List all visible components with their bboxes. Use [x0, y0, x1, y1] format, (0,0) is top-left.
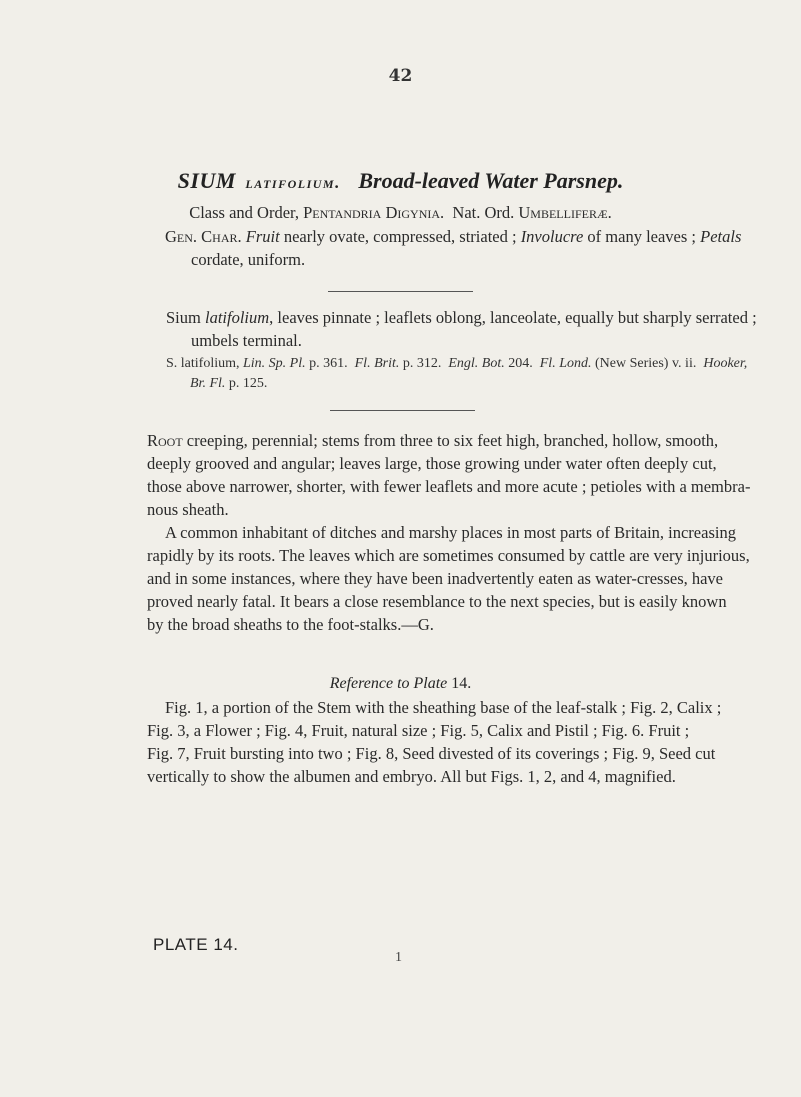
reference-text	[147, 696, 787, 788]
species-latifolium: latifolium	[204, 308, 270, 327]
syn-b: Lin. Sp. Pl.	[243, 356, 306, 371]
desc-line-8: proved nearly fatal. It bears a close resemblance to the next species, but is easily known	[147, 592, 727, 611]
ref-line-2: Fig. 3, a Flower ; Fig. 4, Fruit, natural size ; Fig. 5, Calix and Pistil ; Fig. 6. Fruit ;	[147, 721, 690, 740]
plate-number: 1	[395, 950, 402, 965]
ref-line-4: vertically to show the albumen and embryo. All but Figs. 1, 2, and 4, magnified.	[147, 767, 676, 786]
description	[147, 429, 787, 636]
reference-heading-text: Reference to Plate	[329, 675, 448, 692]
syn-e: p. 312.	[399, 356, 449, 371]
desc-line-7: and in some instances, where they have been inadvertently eaten as water-cresses, have	[147, 569, 724, 588]
syn-d: Fl. Brit.	[354, 356, 400, 371]
natural-order: Umbelliferæ.	[518, 203, 612, 222]
species-char-line-1	[166, 306, 786, 329]
desc-line-3: those above narrower, shorter, with fewer leaflets and more acute ; petioles with a membra-	[147, 477, 751, 496]
syn-k: Br. Fl.	[190, 376, 226, 391]
syn-l: p. 125.	[225, 376, 268, 391]
species-char-line-2: umbels terminal.	[191, 331, 302, 350]
title-genus: SIUM	[177, 168, 236, 193]
desc-line-9: by the broad sheaths to the foot-stalks.—G.	[147, 615, 434, 634]
involucre-text: of many leaves ;	[583, 227, 701, 246]
desc-l1: creeping, perennial; stems from three to six feet high, branched, hollow, smooth,	[182, 431, 719, 450]
fruit-text: nearly ovate, compressed, striated ;	[279, 227, 521, 246]
syn-g: 204.	[504, 356, 540, 371]
class-middle: Nat. Ord.	[444, 203, 519, 222]
desc-line-5: A common inhabitant of ditches and marshy places in most parts of Britain, increasing	[165, 523, 736, 542]
specific-character	[166, 306, 786, 352]
reference-plate-number: 14.	[447, 675, 472, 692]
syn-f: Engl. Bot.	[448, 356, 505, 371]
ref-line-1: Fig. 1, a portion of the Stem with the sheathing base of the leaf-stalk ; Fig. 2, Calix ;	[165, 698, 722, 717]
syn-c: p. 361.	[305, 356, 355, 371]
species-char-text: , leaves pinnate ; leaflets oblong, lanceolate, equally but sharply serrated ;	[269, 308, 757, 327]
plate-label: PLATE 14.	[153, 935, 239, 954]
generic-character	[165, 225, 785, 271]
class-order-line	[0, 201, 801, 224]
page-title	[0, 168, 801, 194]
synonymy	[166, 354, 786, 394]
synonymy-line-1	[166, 354, 786, 374]
title-species: latifolium.	[245, 173, 341, 192]
synonymy-line-2	[166, 374, 786, 394]
divider-2	[330, 410, 475, 411]
ref-line-3: Fig. 7, Fruit bursting into two ; Fig. 8, Seed divested of its coverings ; Fig. 9, Seed cut	[147, 744, 716, 763]
class-prefix: Class and Order,	[189, 203, 304, 222]
petals-label: Petals	[700, 227, 742, 246]
desc-line-2: deeply grooved and angular; leaves large, those growing under water often deeply cut,	[147, 454, 717, 473]
root-label: Root	[147, 431, 183, 450]
page-number: 42	[388, 66, 413, 86]
title-common-name: Broad-leaved Water Parsnep.	[358, 168, 624, 193]
divider-1	[328, 291, 473, 292]
involucre-label: Involucre	[520, 227, 584, 246]
gen-char-line-2: cordate, uniform.	[191, 250, 306, 269]
syn-a: S. latifolium,	[166, 356, 243, 371]
reference-heading	[0, 675, 801, 693]
desc-line-1	[147, 429, 787, 452]
desc-line-6: rapidly by its roots. The leaves which are sometimes consumed by cattle are very injurious,	[147, 546, 750, 565]
syn-h: Fl. Lond.	[539, 356, 592, 371]
desc-line-4: nous sheath.	[147, 500, 229, 519]
class-order: Pentandria Digynia.	[303, 203, 445, 222]
gen-char-line-1	[165, 225, 785, 248]
syn-j: Hooker,	[703, 356, 748, 371]
fruit-label: Fruit	[245, 227, 280, 246]
species-sium: Sium	[166, 308, 205, 327]
syn-i: (New Series) v. ii.	[591, 356, 704, 371]
gen-char-label: Gen. Char.	[165, 227, 242, 246]
